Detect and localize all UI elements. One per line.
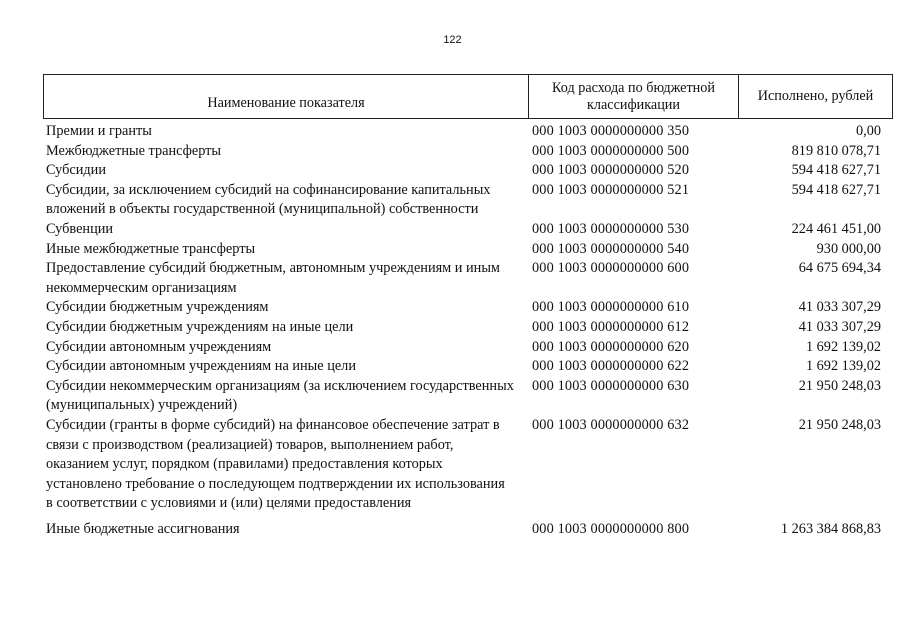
table-row [43, 318, 893, 338]
row-code: 000 1003 0000000000 622 [532, 358, 690, 375]
expenditure-table [43, 74, 893, 539]
header-amount: Исполнено, рублей [757, 88, 874, 104]
row-name: Предоставление субсидий бюджетным, автономным учреждениям и иным некоммерческим организациям [46, 260, 500, 296]
row-amount: 1 263 384 868,83 [780, 520, 881, 537]
row-code: 000 1003 0000000000 620 [532, 338, 690, 355]
table-row [43, 298, 893, 318]
row-amount: 594 418 627,71 [791, 162, 881, 179]
page-number: 122 [443, 34, 462, 46]
row-amount: 1 692 139,02 [805, 338, 881, 355]
row-name: Иные бюджетные ассигнования [46, 520, 240, 537]
header-code: Код расхода по бюджетной классификации [529, 75, 739, 118]
row-amount: 64 675 694,34 [798, 260, 881, 277]
row-code: 000 1003 0000000000 520 [532, 162, 690, 179]
table-header [43, 74, 893, 119]
row-amount: 930 000,00 [816, 240, 881, 257]
table-row [43, 240, 893, 260]
row-name: Субсидии (гранты в форме субсидий) на финансовое обеспечение затрат в связи с производством (реализацией) товаров, выполнением работ, оказанием услуг, порядком (правилами) предоставления которых установлено требование о последующем подтверждении их использования в соответствии с условиями и (или) целями предоставления [46, 416, 505, 512]
row-name: Субсидии бюджетным учреждениям [46, 299, 269, 316]
table-row [43, 377, 893, 416]
row-code: 000 1003 0000000000 632 [532, 416, 690, 433]
table-row [43, 416, 893, 514]
row-name: Субвенции [46, 220, 114, 237]
row-amount: 21 950 248,03 [798, 377, 881, 394]
row-amount: 41 033 307,29 [798, 318, 881, 335]
row-code: 000 1003 0000000000 610 [532, 299, 690, 316]
row-amount: 594 418 627,71 [791, 181, 881, 198]
table-row [43, 122, 893, 142]
table-row [43, 357, 893, 377]
row-name: Субсидии, за исключением субсидий на софинансирование капитальных вложений в объекты государственной (муниципальной) собственности [46, 181, 491, 218]
table-row [43, 181, 893, 220]
row-code: 000 1003 0000000000 600 [532, 260, 690, 277]
table-row [43, 220, 893, 240]
row-name: Субсидии автономным учреждениям [46, 338, 272, 355]
row-name: Премии и гранты [46, 123, 152, 139]
row-name: Субсидии [46, 162, 106, 179]
row-code: 000 1003 0000000000 350 [532, 123, 690, 139]
table-row [43, 259, 893, 298]
row-amount: 819 810 078,71 [791, 142, 881, 159]
row-code: 000 1003 0000000000 800 [532, 520, 690, 537]
table-row [43, 338, 893, 358]
row-name: Межбюджетные трансферты [46, 142, 222, 159]
table-row [43, 161, 893, 181]
header-name: Наименование показателя [44, 75, 529, 118]
row-name: Субсидии автономным учреждениям на иные цели [46, 358, 356, 375]
row-amount: 0,00 [855, 123, 881, 139]
row-amount: 1 692 139,02 [805, 358, 881, 375]
row-name: Субсидии бюджетным учреждениям на иные цели [46, 318, 354, 335]
row-code: 000 1003 0000000000 530 [532, 220, 690, 237]
row-code: 000 1003 0000000000 500 [532, 142, 690, 159]
row-name: Иные межбюджетные трансферты [46, 240, 256, 257]
table-row [43, 142, 893, 162]
row-amount: 41 033 307,29 [798, 299, 881, 316]
row-name: Субсидии некоммерческим организациям (за исключением государственных (муниципальных) учреждений) [46, 377, 514, 414]
table-body [43, 119, 893, 539]
row-amount: 21 950 248,03 [798, 416, 881, 433]
table-row [43, 520, 893, 540]
row-code: 000 1003 0000000000 540 [532, 240, 690, 257]
row-code: 000 1003 0000000000 630 [532, 377, 690, 394]
row-amount: 224 461 451,00 [791, 220, 881, 237]
row-code: 000 1003 0000000000 521 [532, 181, 690, 198]
row-code: 000 1003 0000000000 612 [532, 318, 690, 335]
